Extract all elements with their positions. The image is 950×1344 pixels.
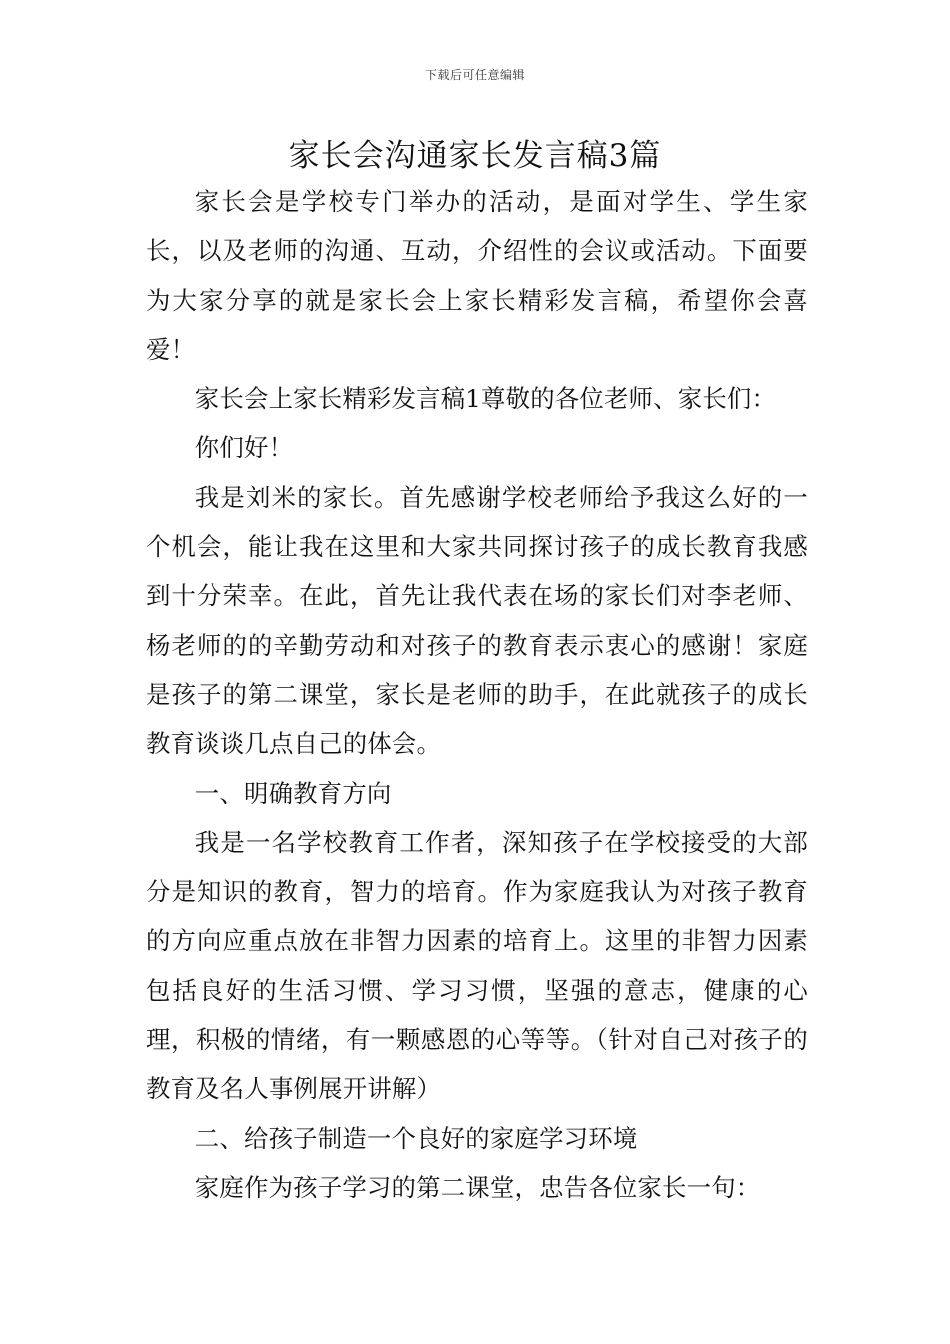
greeting-paragraph: 你们好！ — [194, 433, 294, 463]
header-note: 下载后可任意编辑 — [424, 68, 525, 82]
section-2-paragraph: 家庭作为孩子学习的第二课堂，忠告各位家长一句： — [194, 1172, 761, 1202]
intro-paragraph: 家长会是学校专门举办的活动，是面对学生、学生家长，以及老师的沟通、互动，介绍性的会议或活动。下面要为大家分享的就是家长会上家长精彩发言稿，希望你会喜爱！ — [146, 187, 808, 364]
document-title: 家长会沟通家长发言稿3篇 — [288, 138, 662, 174]
document-body — [146, 177, 808, 1212]
section-heading-2: 二、给孩子制造一个良好的家庭学习环境 — [194, 1123, 638, 1153]
section-heading-1: 一、明确教育方向 — [194, 778, 392, 808]
section-1-paragraph: 我是一名学校教育工作者，深知孩子在学校接受的大部分是知识的教育，智力的培育。作为家庭我认为对孩子教育的方向应重点放在非智力因素的培育上。这里的非智力因素包括良好的生活习惯、学习习惯，坚强的意志，健康的心理，积极的情绪，有一颗感恩的心等等。（针对自己对孩子的教育及名人事例展开讲解） — [146, 827, 808, 1104]
speech-heading-paragraph: 家长会上家长精彩发言稿1尊敬的各位老师、家长们： — [194, 384, 777, 414]
self-introduction-paragraph: 我是刘米的家长。首先感谢学校老师给予我这么好的一个机会，能让我在这里和大家共同探讨孩子的成长教育我感到十分荣幸。在此，首先让我代表在场的家长们对李老师、杨老师的的辛勤劳动和对孩子的教育表示衷心的感谢！家庭是孩子的第二课堂，家长是老师的助手，在此就孩子的成长教育谈谈几点自己的体会。 — [146, 482, 808, 759]
